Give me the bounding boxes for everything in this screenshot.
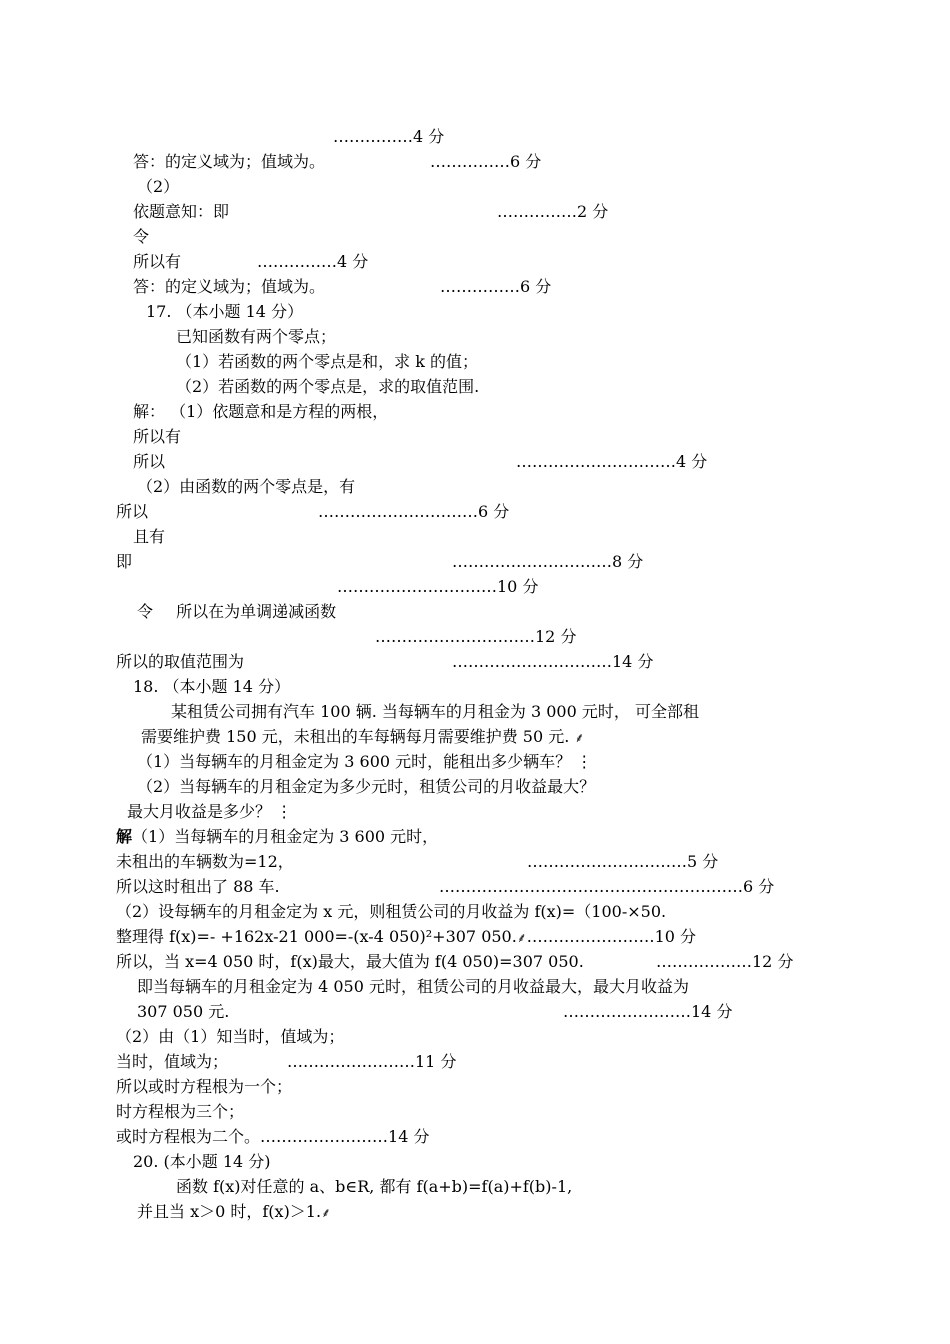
problem-text: （2）当每辆车的月租金定为多少元时，租赁公司的月收益最大？ — [137, 777, 596, 796]
text-line: 即当每辆车的月租金定为 4 050 元时，租赁公司的月收益最大，最大月收益为 — [137, 977, 689, 996]
answer-line: 答：的定义域为；值域为。 — [133, 152, 326, 171]
score-mark: ……………………14 分 — [260, 1127, 430, 1146]
score-mark: …………………………12 分 — [375, 627, 577, 646]
text-line: 所以有 — [133, 427, 182, 446]
text-line: 所以的取值范围为 — [116, 652, 245, 671]
score-mark: ……………6 分 — [440, 277, 552, 296]
problem-text: （1）若函数的两个零点是和，求 k 的值； — [176, 352, 479, 371]
text-line: （2）由（1）知当时，值域为； — [116, 1027, 345, 1046]
solution-text-span: （1）当每辆车的月租金定为 3 600 元时， — [132, 827, 439, 846]
problem-text: （2）若函数的两个零点是，求的取值范围. — [176, 377, 480, 396]
vertical-dots-icon: ⋮ — [576, 752, 593, 771]
text-line: 所以 — [133, 452, 166, 471]
problem-text-span: 并且当 x＞0 时，f(x)＞1. — [137, 1202, 322, 1221]
text-line — [116, 1127, 429, 1147]
solution-text: 解： （1）依题意和是方程的两根， — [133, 402, 389, 421]
text-line: 未租出的车辆数为=12， — [116, 852, 294, 871]
car-glyph-icon: ⸙ — [516, 931, 527, 946]
score-mark: …………………………14 分 — [452, 652, 654, 671]
car-glyph-icon: ⸙ — [321, 1206, 331, 1221]
score-mark: ……………………10 分 — [526, 927, 697, 946]
score-mark: ……………4 分 — [257, 252, 369, 271]
text-line: 307 050 元. — [137, 1002, 230, 1021]
score-mark: ……………4 分 — [333, 127, 445, 146]
answer-line: 答：的定义域为；值域为。 — [133, 277, 326, 296]
score-mark: …………………………4 分 — [516, 452, 708, 471]
score-mark: ……………………14 分 — [563, 1002, 733, 1021]
text-line: 时方程根为三个； — [116, 1102, 245, 1121]
problem-text-span: 需要维护费 150 元，未租出的车每辆每月需要维护费 50 元. — [141, 727, 570, 746]
problem-text — [127, 802, 292, 822]
problem-text-span: （1）当每辆车的月租金定为 3 600 元时，能租出多少辆车？ — [137, 752, 572, 771]
problem-text — [141, 727, 584, 749]
text-line: 令 — [133, 227, 150, 246]
score-mark: …………………………………………………6 分 — [439, 877, 775, 896]
score-mark: ………………12 分 — [656, 952, 794, 971]
problem-text: 已知函数有两个零点； — [176, 327, 337, 346]
score-mark: ……………………11 分 — [287, 1052, 457, 1071]
text-line: 所以或时方程根为一个； — [116, 1077, 293, 1096]
problem-heading: 20. (本小题 14 分) — [133, 1152, 271, 1171]
text-line: 所以 — [116, 502, 149, 521]
car-glyph-icon: ⸙ — [574, 731, 585, 746]
text-line: 所以这时租出了 88 车. — [116, 877, 280, 896]
score-mark: …………………………6 分 — [318, 502, 510, 521]
problem-text-span: 最大月收益是多少？ — [127, 802, 272, 821]
problem-heading: 18. （本小题 14 分） — [133, 677, 291, 696]
problem-text: 函数 f(x)对任意的 a、b∈R, 都有 f(a+b)=f(a)+f(b)-1, — [176, 1177, 573, 1196]
problem-text — [137, 752, 592, 772]
text-line: 令 所以在为单调递减函数 — [137, 602, 337, 621]
text-line: （2）设每辆车的月租金定为 x 元，则租赁公司的月收益为 f(x)=（100-×50. — [116, 902, 667, 921]
text-line: （2）由函数的两个零点是，有 — [137, 477, 356, 496]
score-mark: …………………………5 分 — [527, 852, 719, 871]
text-line: 所以有 — [133, 252, 182, 271]
solution-label: 解 — [116, 827, 133, 846]
problem-text — [137, 1202, 331, 1224]
text-line: 所以，当 x=4 050 时，f(x)最大，最大值为 f(4 050)=307 050. — [116, 952, 584, 971]
problem-text: 某租赁公司拥有汽车 100 辆. 当每辆车的月租金为 3 000 元时， 可全部租 — [171, 702, 699, 721]
score-mark: ……………6 分 — [430, 152, 542, 171]
text-span: 整理得 f(x)=- +162x-21 000=-(x-4 050)²+307 050. — [116, 927, 517, 946]
subpart-label: （2） — [137, 177, 180, 196]
score-mark: ……………2 分 — [497, 202, 609, 221]
text-line: 且有 — [133, 527, 166, 546]
vertical-dots-icon: ⋮ — [276, 802, 293, 821]
score-mark: …………………………8 分 — [452, 552, 644, 571]
text-span: 或时方程根为二个。 — [116, 1127, 261, 1146]
solution-text — [116, 827, 438, 847]
text-line: 依题意知：即 — [133, 202, 230, 221]
text-line — [116, 927, 696, 949]
problem-heading: 17. （本小题 14 分） — [146, 302, 304, 321]
text-line: 即 — [116, 552, 133, 571]
text-line: 当时，值域为； — [116, 1052, 229, 1071]
score-mark: …………………………10 分 — [337, 577, 539, 596]
